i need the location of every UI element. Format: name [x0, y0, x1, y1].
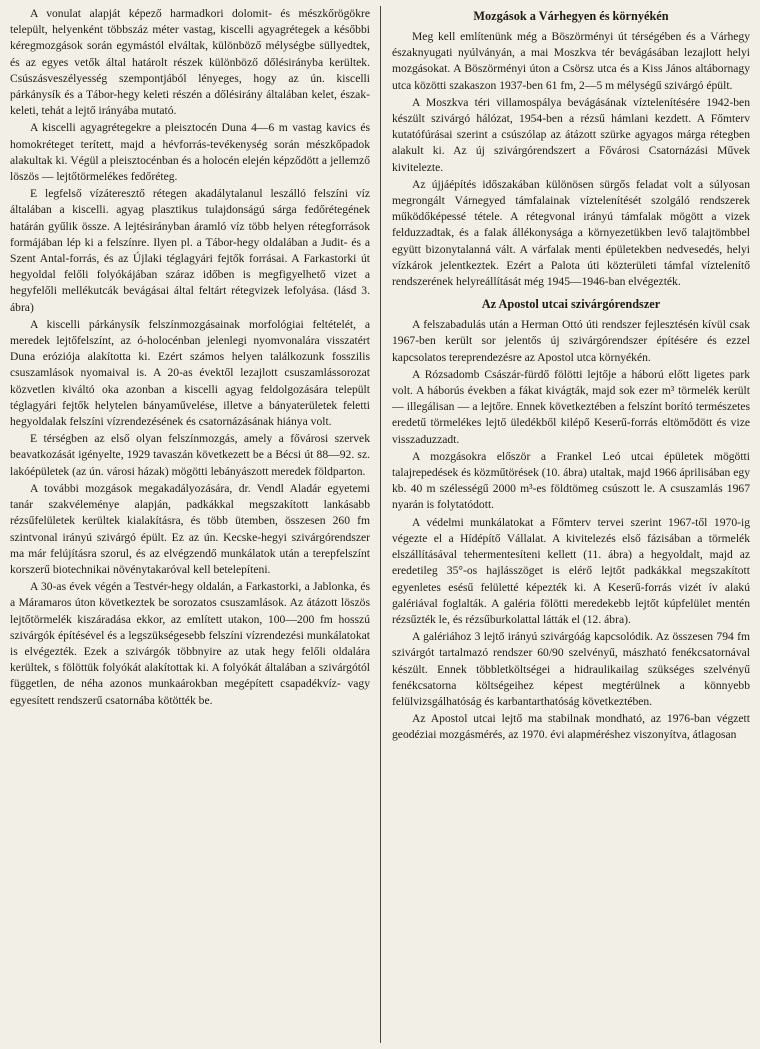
paragraph: E térségben az első olyan felszínmozgás, amely a fővárosi szervek beavatkozását igényelte, 1929 tavaszán következett be a Bécsi út 88—92. sz. lakóépületek (az ún. városi házak) mögötti lebányászott meredek földparton.	[10, 432, 370, 478]
left-column	[10, 6, 370, 710]
paragraph: Az Apostol utcai lejtő ma stabilnak mondható, az 1976-ban végzett geodéziai mozgásmérés, az 1970. évi alapméréshez viszonyítva, átlagosan	[392, 712, 750, 742]
paragraph: A galériához 3 lejtő irányú szivárgóág kapcsolódik. Az összesen 794 fm szivárgót tartalmazó rendszer 60/90 szelvényű, mászható fenékcsatornával készült. Ennek többletköltségei a hidraulikailag szükséges szelvényű fenékcsatorna költségeihez képest megtérülnek a könnyebb felülvizsgálhatóság és karbantarthatóság következtében.	[392, 630, 750, 708]
paragraph: A Rózsadomb Császár-fürdő fölötti lejtője a háború előtt ligetes park volt. A háborús években a fákat kivágták, majd sok ezer m³ törmelék került — illegálisan — a lejtőre. Ennek következtében a felszínt borító természetes eredetű törmelékes lejtő üledékből kilépő Keserű-forrás eltömődött és vize visszaduzzadt.	[392, 367, 750, 446]
paragraph: A védelmi munkálatokat a Főmterv tervei szerint 1967-től 1970-ig végezte el a Hídépítő Vállalat. A kivitelezés első fázisában a törmelék elszállításával tehermentesíteni kellett (11. ábra) a hegyoldalt, majd az eredetileg 35°-os hajlásszöget is elérő lejtőt padkákkal megszakított egyenletes esésű felületté képezték ki. A Keserű-forrás vizét ív alakú galériával foglalták. A galéria fölötti meredekebb lejtőt kúpfelület mentén rézsűzték le, és rézsűburkolattal látták el (12. ábra).	[392, 515, 750, 626]
paragraph: A 30-as évek végén a Testvér-hegy oldalán, a Farkastorki, a Jablonka, és a Máramaros úton következtek be sorozatos csuszamlások. Az átázott löszös lejtőtörmelék kiszáradása ekkor, az említett utakon, 100—200 fm hosszú szivárgók építésével és a legszükségesebb felszíni vízrendezési munkálatokat is elvégezték. Ezek a szivárgók többnyire az utak hegy felőli oldalára kerültek, s fölöttük folyókát alakítottak ki. A folyókát általában a szivárgótól független, de néha azonos munkaárokban megépített csapadékvíz- vagy egyesített rendszerű csatornába kötötték be.	[10, 580, 370, 707]
paragraph: A kiscelli agyagrétegekre a pleisztocén Duna 4—6 m vastag kavics és homokréteget terített, majd a hévforrás-tevékenység során mészkőpadok alakultak ki. Végül a pleisztocénban és a holocén elején képződött a jellemző löszös — lejtőtörmelékes fedőréteg.	[10, 121, 370, 184]
paragraph: A mozgásokra először a Frankel Leó utcai épületek mögötti talajrepedések és közműtörések (10. ábra) utaltak, majd 1966 áprilisában egy kb. 40 m szélességű 2000 m³-es földtömeg csúszott le. A csuszamlás 1967 nyarán is folytatódott.	[392, 449, 750, 512]
paragraph: Meg kell említenünk még a Böszörményi út térségében és a Várhegy északnyugati nyúlványán, a mai Moszkva tér bevágásában lezajlott helyi mozgásokat. A Böszörményi úton a Csörsz utca és a Kiss János altábornagy utca közötti szakaszon 1937-ben 61 fm, 2—5 m mélységű szivárgó épült.	[392, 30, 750, 92]
paragraph: A felszabadulás után a Herman Ottó úti rendszer fejlesztésén kívül csak 1967-ben került sor jelentős új szivárgórendszer építésére és ezzel kapcsolatos tereprendezésre az Apostol utca környékén.	[392, 318, 750, 364]
section-heading-apostol: Az Apostol utcai szivárgórendszer	[481, 297, 661, 312]
paragraph: A vonulat alapját képező harmadkori dolomit- és mészkőrögökre települt, helyenként többszáz méter vastag, kiscelli agyagrétegek a későbbi kéregmozgások során egymástól elváltak, különböző mélységbe süllyedtek, és az egyes vetők által határolt részek különböző dőlésirányba kerültek. Csúszásveszélyesség szempontjából lényeges, hogy az ún. kiscelli párkánysík és a Tábor-hegy keleti részén a dőlésirány általában kelet, észak-keleti, tehát a lejtő irányába mutató.	[10, 7, 370, 118]
paragraph: E legfelső vízáteresztő rétegen akadálytalanul leszálló felszíni víz általában a kiscelli. agyag plasztikus tulajdonságú sárga fedőrétegének határán gyűlik össze. A lejtésirányban áramló víz több helyen rétegforrások formájában lép ki a felszínre. Ilyen pl. a Tábor-hegy oldalában a Judit- és a Szent Antal-forrás, és az Újlaki téglagyári fejtők forrásai. A Farkastorki út hegyoldal felőli folyókájában száraz időben is megfigyelhető vizet a hegyfelőli mellékutcák bevágásai által feltárt rétegvizek lefolyása. (lásd 3. ábra)	[10, 187, 370, 314]
section-heading-varhegy: Mozgások a Várhegyen és környékén	[473, 9, 669, 23]
paragraph: A kiscelli párkánysík felszínmozgásainak morfológiai feltételét, a meredek lejtőfelszínt, az ó-holocénban jelenlegi nyomvonalára visszatért Duna eróziója alakította ki. Ezért számos helyen találkozunk fosszilis csuszamlások nyomaival is. A 20-as évektől lezajlott csuszamlássorozat közvetlen kiváltó oka azonban a kiscelli agyag feldolgozására települt téglagyári fejtők helytelen bányaművelése, illetve a bányaterületek feletti hegyoldalak felszíni vízrendezésének és csatornázásának hiánya volt.	[10, 317, 370, 429]
paragraph: Az újjáépítés időszakában különösen sürgős feladat volt a súlyosan megrongált Várnegyed támfalainak víztelenítését szolgáló rendszerek működőképessé tétele. A rétegvonal irányú támfalak mögött a vizek felduzzadtak, és a falak állékonysága a környezetükben levő talajtömbbel együtt bizonytalanná vált. A várfalak menti épületekben nedvesedés, helyi vízkárok jelentkeztek. Ezért a Palota úti közterületi támfal víztelenítő rendszerének helyreállítását még 1945—1946-ban elvégezték.	[392, 177, 750, 289]
right-column	[392, 6, 750, 745]
paragraph: A további mozgások megakadályozására, dr. Vendl Aladár egyetemi tanár szakvéleménye alapján, padkákkal megszakított lankásabb rézsűfelületek kerültek kialakításra, és több ütemben, összesen 260 fm szintvonal irányú szivárgó épült. Ez az ún. Kecske-hegyi szivárgórendszer ma már felújításra szorul, és az elvégzendő munkálatok után a terepfelszínt korszerű biotechnikai növénytakaróval kell betelepíteni.	[10, 481, 370, 576]
column-divider	[380, 6, 381, 1043]
paragraph: A Moszkva téri villamospálya bevágásának víztelenítésére 1942-ben készült szivárgó hálózat, 1954-ben a rézsű hámlani kezdett. A Főmterv kutatófúrásai szerint a csúszólap az átázott szürke agyagos márga rétegben alakult ki. Az új szivárgórendszert a Fővárosi Csatornázási Művek kivitelezte.	[392, 95, 750, 174]
